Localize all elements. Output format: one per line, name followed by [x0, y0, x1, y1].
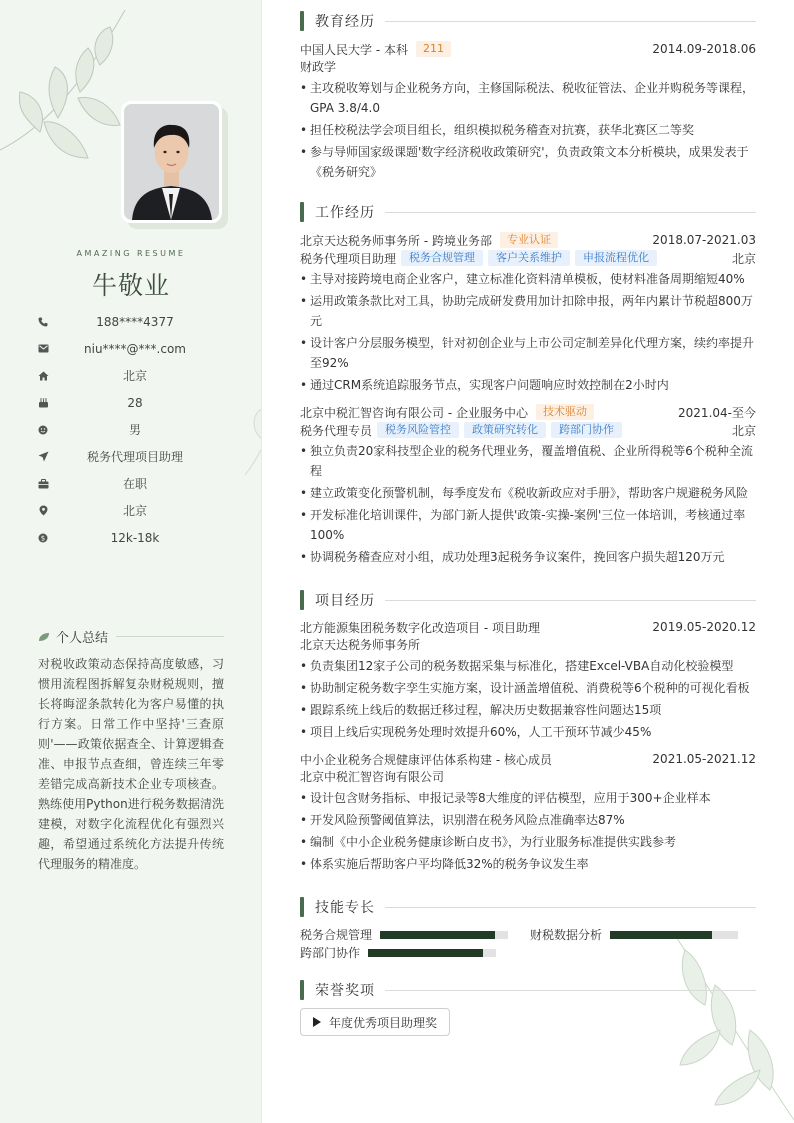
job-role: 税务代理专员 [300, 423, 373, 438]
project-name: 中小企业税务合规健康评估体系构建 - 核心成员 [300, 752, 552, 767]
avatar [121, 101, 222, 223]
birthday-cake-icon [36, 396, 50, 410]
skill-bar [610, 931, 738, 939]
list-item: • 通过CRM系统追踪服务节点，实现客户问题响应时效控制在2小时内 [300, 375, 756, 395]
leaf-decoration-icon [0, 10, 140, 170]
gender-icon [36, 423, 50, 437]
skill-bar [368, 949, 496, 957]
project-date: 2021.05-2021.12 [652, 752, 756, 766]
candidate-name: 牛敬业 [91, 271, 170, 300]
project-name: 北方能源集团税务数字化改造项目 - 项目助理 [300, 620, 540, 635]
skill-bar [380, 931, 508, 939]
skill-tag: 政策研究转化 [464, 422, 546, 438]
list-item: • 体系实施后帮助客户平均降低32%的税务争议发生率 [300, 854, 756, 874]
skill-tag: 跨部门协作 [551, 422, 622, 438]
job-city: 北京 [731, 423, 756, 438]
award-badge: 年度优秀项目助理奖 [300, 1008, 450, 1036]
project-org: 北京天达税务师事务所 [300, 638, 421, 652]
phone-icon [36, 315, 50, 329]
list-item: • 跟踪系统上线后的数据迁移过程，解决历史数据兼容性问题达15项 [300, 700, 756, 720]
list-item: • 运用政策条款比对工具，协助完成研发费用加计扣除申报，两年内累计节税超800万元 [300, 291, 756, 331]
skill-tag: 申报流程优化 [575, 250, 657, 266]
company-tag: 技术驱动 [536, 404, 594, 420]
job-date: 2018.07-2021.03 [652, 233, 756, 247]
skill-tag: 税务风险管控 [377, 422, 459, 438]
list-item: • 开发标准化培训课件，为部门新人提供'政策-实操-案例'三位一体培训，考核通过率100% [300, 505, 756, 545]
skill-bar-fill [610, 931, 712, 939]
home-icon [36, 369, 50, 383]
skills-section-title: 技能专长 [300, 897, 756, 917]
list-item: • 编制《中小企业税务健康诊断白皮书》，为行业服务标准提供实践参考 [300, 832, 756, 852]
list-item: • 主攻税收筹划与企业税务方向，主修国际税法、税收征管法、企业并购税务等课程，GPA 3.8/4.0 [300, 78, 756, 118]
education-date: 2014.09-2018.06 [652, 42, 756, 56]
leaf-icon [38, 632, 50, 642]
summary-text: 对税收政策动态保持高度敏感，习惯用流程图拆解复杂财税规则，擅长将晦涩条款转化为客户易懂的执行方案。日常工作中坚持'三查原则'——政策依据查全、计算逻辑查准、申报节点查细，曾连续三年零差错完成高新技术企业专项核查。熟练使用Python进行税务数据清洗建模，对数字化流程优化有强烈兴趣，希望通过系统化方法提升传统代理服务的精准度。 [38, 657, 224, 871]
school-tag: 211 [416, 41, 451, 57]
list-item: • 担任校税法学会项目组长，组织模拟税务稽查对抗赛，获华北赛区二等奖 [300, 120, 756, 140]
contact-info-list [36, 308, 226, 551]
education-section-title: 教育经历 [300, 11, 756, 31]
list-item: • 主导对接跨境电商企业客户，建立标准化资料清单模板，使材料准备周期缩短40% [300, 269, 756, 289]
list-item: • 协调税务稽查应对小组，成功处理3起税务争议案件，挽回客户损失超120万元 [300, 547, 756, 567]
list-item: • 负责集团12家子公司的税务数据采集与标准化，搭建Excel-VBA自动化校验模型 [300, 656, 756, 676]
list-item: • 设计包含财务指标、申报记录等8大维度的评估模型，应用于300+企业样本 [300, 788, 756, 808]
summary-section-title: 个人总结 [38, 627, 224, 646]
company-name: 北京中税汇智咨询有限公司 - 企业服务中心 [300, 405, 528, 420]
info-email: niu****@***.com [36, 335, 226, 362]
education-block [300, 40, 756, 184]
info-target-city: 北京 [36, 497, 226, 524]
list-item: • 开发风险预警阈值算法，识别潜在税务风险点准确率达87% [300, 810, 756, 830]
project-org: 北京中税汇智咨询有限公司 [300, 770, 445, 784]
skill-bar-fill [368, 949, 483, 957]
list-item: • 参与导师国家级课题'数字经济税收政策研究'，负责政策文本分析模块，成果发表于《税务研究》 [300, 142, 756, 182]
info-city: 北京 [36, 362, 226, 389]
project-date: 2019.05-2020.12 [652, 620, 756, 634]
list-item: • 建立政策变化预警机制，每季度发布《税收新政应对手册》，帮助客户规避税务风险 [300, 483, 756, 503]
info-age: 28 [36, 389, 226, 416]
list-item: • 设计客户分层服务模型，针对初创企业与上市公司定制差异化代理方案，续约率提升至92% [300, 333, 756, 373]
skill-item: 跨部门协作 [300, 944, 496, 961]
work-section-title: 工作经历 [300, 202, 756, 222]
job-role: 税务代理项目助理 [300, 251, 397, 266]
skill-item: 税务合规管理 [300, 926, 508, 943]
play-triangle-icon [313, 1017, 321, 1027]
info-salary: $ 12k-18k [36, 524, 226, 551]
leaf-decoration-icon [660, 930, 794, 1123]
list-item: • 独立负责20家科技型企业的税务代理业务，覆盖增值税、企业所得税等6个税种全流程 [300, 441, 756, 481]
job-date: 2021.04-至今 [678, 405, 756, 420]
skill-tag: 客户关系维护 [488, 250, 570, 266]
skill-tag: 税务合规管理 [401, 250, 483, 266]
project-block-1 [300, 618, 756, 744]
list-item: • 项目上线后实现税务处理时效提升60%，人工干预环节减少45% [300, 722, 756, 742]
info-status: 在职 [36, 470, 226, 497]
school-name: 中国人民大学 - 本科 [300, 42, 408, 57]
projects-section-title: 项目经历 [300, 590, 756, 610]
major: 财政学 [300, 60, 337, 74]
job-city: 北京 [731, 251, 756, 266]
location-pin-icon [36, 504, 50, 518]
info-target-role: 税务代理项目助理 [36, 443, 226, 470]
project-block-2 [300, 750, 756, 876]
skill-item: 财税数据分析 [530, 926, 738, 943]
info-phone: 188****4377 [36, 308, 226, 335]
awards-section-title: 荣誉奖项 [300, 980, 756, 1000]
sidebar [0, 0, 262, 1123]
paper-plane-icon [36, 450, 50, 464]
info-gender: 男 [36, 416, 226, 443]
company-name: 北京天达税务师事务所 - 跨境业务部 [300, 233, 492, 248]
company-tag: 专业认证 [500, 232, 558, 248]
work-block-2 [300, 403, 756, 569]
portrait-icon [124, 104, 219, 220]
briefcase-icon [36, 477, 50, 491]
resume-tagline: AMAZING RESUME [76, 249, 186, 258]
work-block-1 [300, 231, 756, 397]
skill-bar-fill [380, 931, 495, 939]
svg-text:$: $ [40, 534, 46, 543]
leaf-decoration-icon [235, 370, 262, 480]
email-icon [36, 342, 50, 356]
salary-icon [36, 531, 50, 545]
list-item: • 协助制定税务数字孪生实施方案，设计涵盖增值税、消费税等6个税种的可视化看板 [300, 678, 756, 698]
